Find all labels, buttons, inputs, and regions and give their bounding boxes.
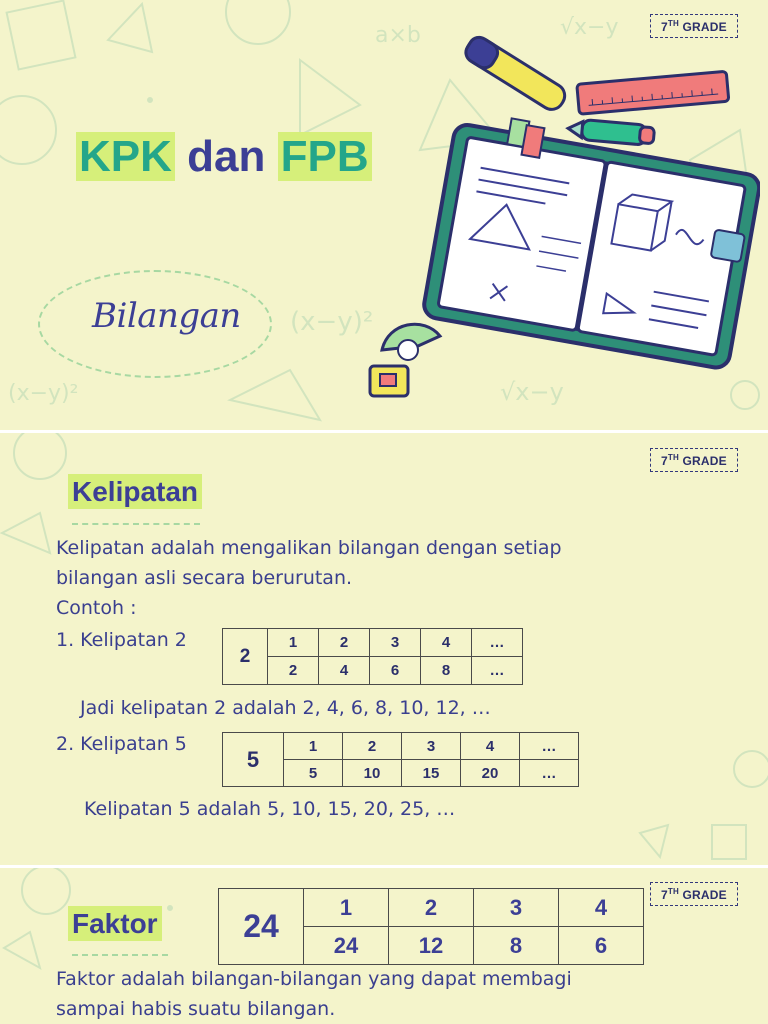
subtitle: Bilangan [92,296,241,336]
table-cell: 2 [343,733,402,760]
table-cell: 1 [284,733,343,760]
table-cell: 5 [284,760,343,787]
table-cell: … [472,629,523,657]
grade-label: GRADE [682,20,727,34]
svg-text:(x−y)²: (x−y)² [290,307,374,337]
svg-text:√x−y: √x−y [560,15,619,40]
svg-text:√x−y: √x−y [500,378,564,406]
table-cell: 1 [304,889,389,927]
page-title [76,132,372,182]
table-row [223,733,579,760]
example-1-label: 1. Kelipatan 2 [56,629,187,651]
table-cell: 3 [402,733,461,760]
table-cell: 8 [421,657,472,685]
title-kpk: KPK [76,132,175,181]
definition-line-2: bilangan asli secara berurutan. [56,567,353,589]
table-cell: 8 [474,927,559,965]
grade-label: GRADE [682,454,727,468]
table-cell: 4 [319,657,370,685]
grade-badge [650,448,738,472]
table-cell: 10 [343,760,402,787]
table-cell: 4 [461,733,520,760]
example-2-conclusion: Kelipatan 5 adalah 5, 10, 15, 20, 25, … [84,798,456,820]
ruler-icon [577,71,729,114]
table-cell: 20 [461,760,520,787]
definition-line-2: sampai habis suatu bilangan. [56,998,336,1020]
marker-icon [567,118,654,145]
svg-text:(x−y)²: (x−y)² [8,381,79,406]
definition-line-1: Kelipatan adalah mengalikan bilangan dengan setiap [56,537,562,559]
multiples-table-5 [222,732,579,787]
definition-line-1: Faktor adalah bilangan-bilangan yang dapat membagi [56,968,572,990]
table-cell: 1 [268,629,319,657]
table-cell: … [472,657,523,685]
svg-text:a×b: a×b [375,23,421,48]
table-cell: … [520,733,579,760]
table-cell: 3 [474,889,559,927]
section-heading [68,908,162,940]
grade-superscript: TH [667,887,679,896]
grade-number: 7 [661,888,668,902]
heading-underline [72,954,168,956]
table-cell: 2 [389,889,474,927]
example-label: Contoh : [56,597,137,619]
slide-kelipatan [0,433,768,865]
table-head-cell: 5 [223,733,284,787]
heading-underline [72,523,200,525]
table-cell: 12 [389,927,474,965]
slide-title [0,0,768,430]
table-cell: 4 [559,889,644,927]
table-cell: 24 [304,927,389,965]
eraser-icon [382,324,440,360]
section-heading [68,476,202,508]
multiples-table-2 [222,628,523,685]
grade-badge [650,882,738,906]
table-row [223,657,523,685]
table-cell: 3 [370,629,421,657]
table-row [219,889,644,927]
table-cell: 6 [559,927,644,965]
table-head-cell: 2 [223,629,268,685]
notebook-illustration [360,20,760,410]
table-cell: 6 [370,657,421,685]
table-cell: 2 [319,629,370,657]
title-connector: dan [187,132,266,181]
sharpener-icon [370,366,408,396]
factor-table-24 [218,888,644,965]
table-cell: 15 [402,760,461,787]
heading-kelipatan: Kelipatan [68,474,202,509]
example-2-label: 2. Kelipatan 5 [56,733,187,755]
slide-faktor [0,868,768,1024]
grade-number: 7 [661,454,668,468]
table-cell: … [520,760,579,787]
heading-faktor: Faktor [68,906,162,941]
grade-number: 7 [661,20,668,34]
grade-superscript: TH [667,19,679,28]
example-1-conclusion: Jadi kelipatan 2 adalah 2, 4, 6, 8, 10, 12, … [80,697,491,719]
highlighter-icon [462,34,569,114]
table-cell: 2 [268,657,319,685]
grade-label: GRADE [682,888,727,902]
table-row [223,629,523,657]
grade-superscript: TH [667,453,679,462]
title-fpb: FPB [278,132,372,181]
table-head-cell: 24 [219,889,304,965]
table-cell: 4 [421,629,472,657]
